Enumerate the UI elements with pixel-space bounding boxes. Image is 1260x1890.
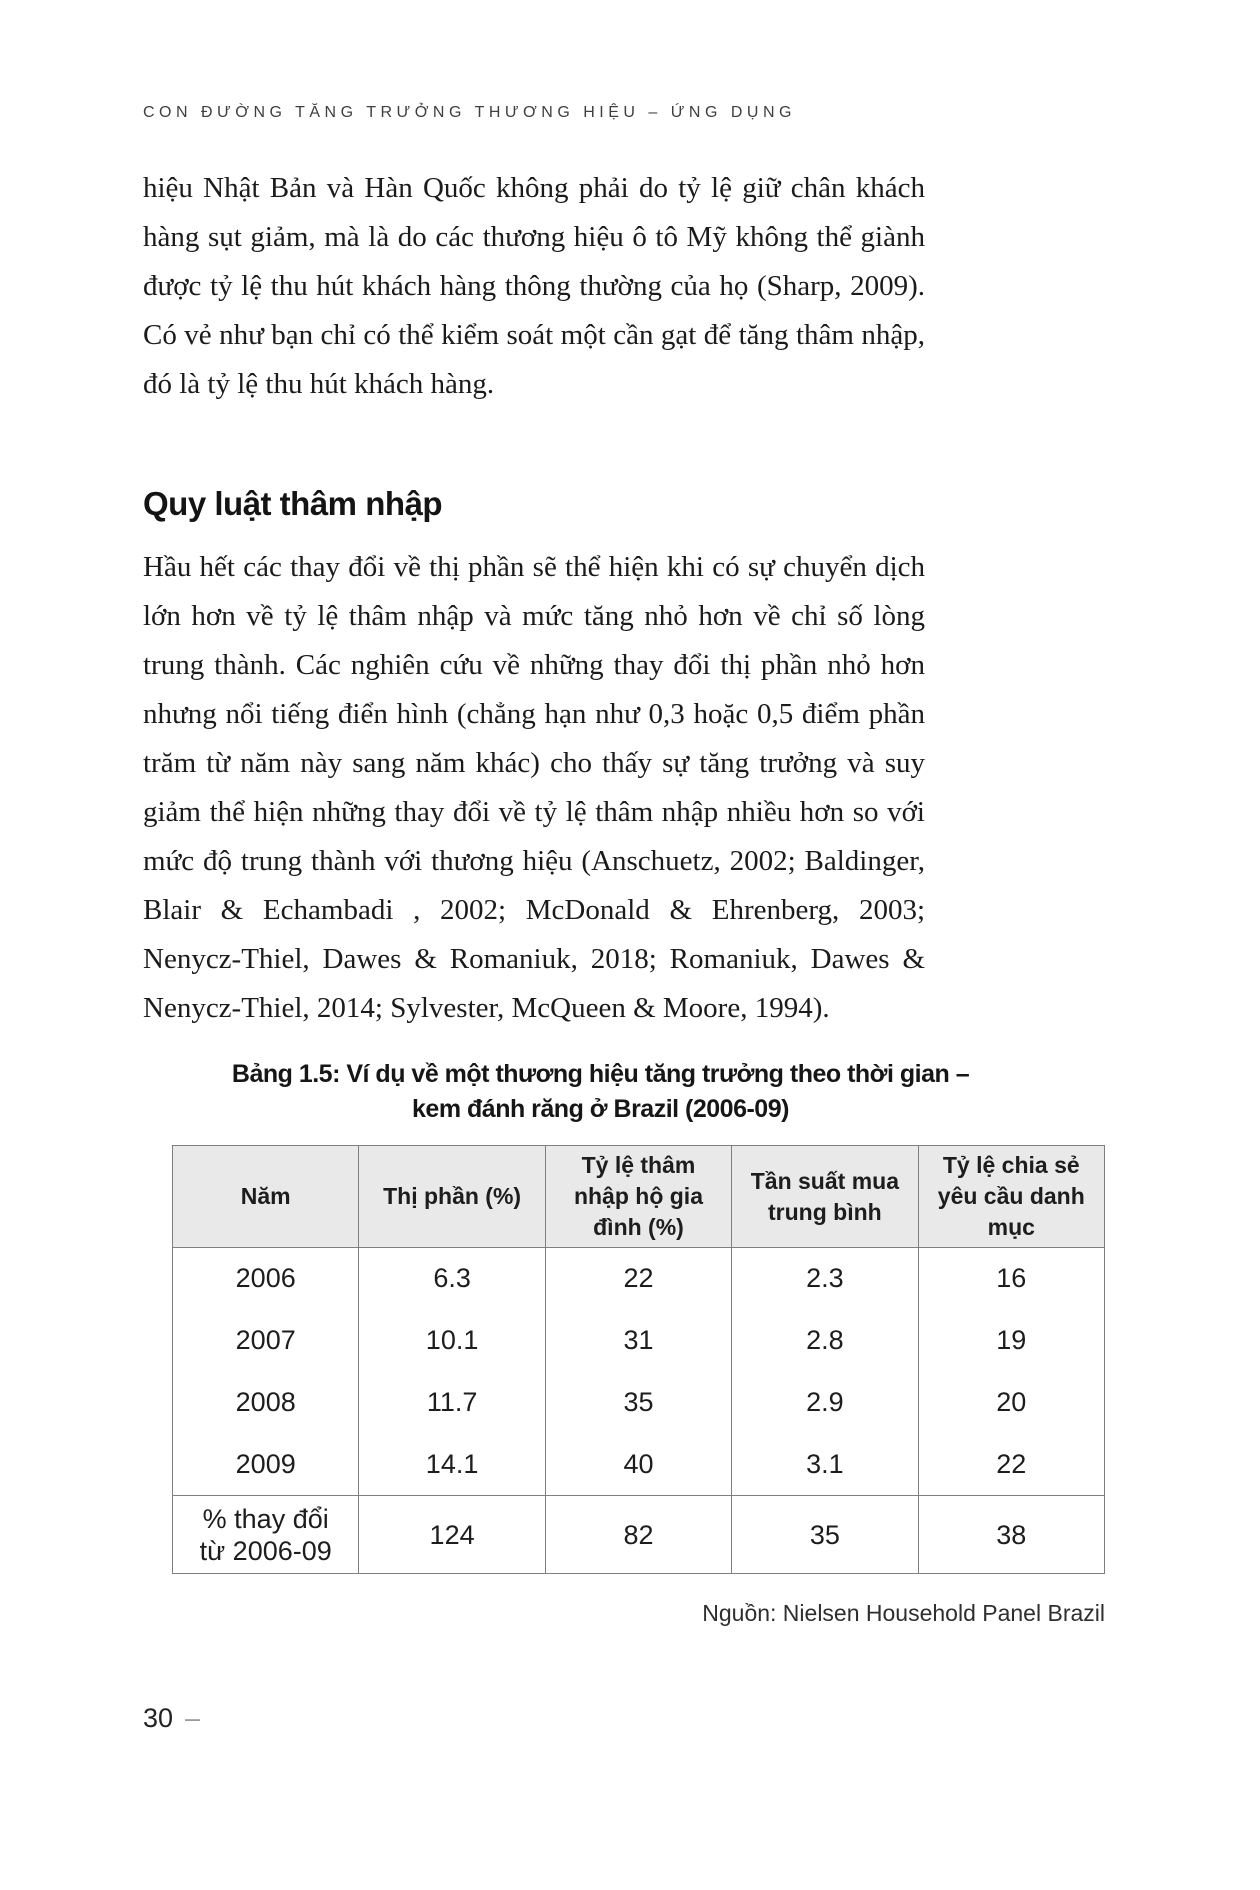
table-header-row <box>173 1146 1105 1248</box>
running-head: CON ĐƯỜNG TĂNG TRƯỞNG THƯƠNG HIỆU – ỨNG DỤNG <box>143 104 796 121</box>
page-footer <box>143 1703 1248 1734</box>
cell-category-share: 16 <box>918 1248 1104 1310</box>
cell-frequency: 2.3 <box>732 1248 918 1310</box>
cell-penetration: 22 <box>545 1248 731 1310</box>
summary-category-share: 38 <box>918 1496 1104 1574</box>
summary-label: % thay đổi từ 2006-09 <box>173 1496 359 1574</box>
cell-penetration: 40 <box>545 1434 731 1496</box>
table-1-5 <box>172 1145 1105 1574</box>
cell-frequency: 2.8 <box>732 1310 918 1372</box>
table-summary-row <box>173 1496 1105 1574</box>
brand-growth-table <box>172 1145 1105 1574</box>
col-header-category-share: Tỷ lệ chia sẻ yêu cầu danh mục <box>918 1146 1104 1248</box>
paragraph-2: Hầu hết các thay đổi về thị phần sẽ thể hiện khi có sự chuyển dịch lớn hơn về tỷ lệ thâm nhập và mức tăng nhỏ hơn về chỉ số lòng trung thành. Các nghiên cứu về những thay đổi thị phần nhỏ hơn nhưng nổi tiếng điển hình (chẳng hạn như 0,3 hoặc 0,5 điểm phần trăm từ năm này sang năm khác) cho thấy sự tăng trưởng và suy giảm thể hiện những thay đổi về tỷ lệ thâm nhập nhiều hơn so với mức độ trung thành với thương hiệu (Anschuetz, 2002; Baldinger, Blair & Echambadi , 2002; McDonald & Ehrenberg, 2003; Nenycz-Thiel, Dawes & Romaniuk, 2018; Romaniuk, Dawes & Nenycz-Thiel, 2014; Sylvester, McQueen & Moore, 1994). <box>143 551 925 1024</box>
paragraph-1: hiệu Nhật Bản và Hàn Quốc không phải do tỷ lệ giữ chân khách hàng sụt giảm, mà là do các thương hiệu ô tô Mỹ không thể giành được tỷ lệ thu hút khách hàng thông thường của họ (Sharp, 2009). Có vẻ như bạn chỉ có thể kiểm soát một cần gạt để tăng thâm nhập, đó là tỷ lệ thu hút khách hàng. <box>143 172 925 400</box>
page-number-dash: – <box>185 1703 201 1733</box>
cell-market-share: 14.1 <box>359 1434 545 1496</box>
table-row <box>173 1372 1105 1434</box>
cell-category-share: 20 <box>918 1372 1104 1434</box>
section-heading: Quy luật thâm nhập <box>143 485 443 522</box>
page-number: 30 <box>143 1703 174 1733</box>
table-row <box>173 1248 1105 1310</box>
col-header-penetration: Tỷ lệ thâm nhập hộ gia đình (%) <box>545 1146 731 1248</box>
col-header-frequency: Tần suất mua trung bình <box>732 1146 918 1248</box>
col-header-market-share: Thị phần (%) <box>359 1146 545 1248</box>
summary-market-share: 124 <box>359 1496 545 1574</box>
cell-year: 2006 <box>173 1248 359 1310</box>
cell-penetration: 31 <box>545 1310 731 1372</box>
table-caption-line2: kem đánh răng ở Brazil (2006-09) <box>412 1095 789 1123</box>
table-row <box>173 1434 1105 1496</box>
cell-category-share: 22 <box>918 1434 1104 1496</box>
cell-year: 2009 <box>173 1434 359 1496</box>
table-caption-line1: Bảng 1.5: Ví dụ về một thương hiệu tăng trưởng theo thời gian – <box>231 1060 970 1088</box>
cell-year: 2008 <box>173 1372 359 1434</box>
summary-penetration: 82 <box>545 1496 731 1574</box>
table-caption <box>143 1057 1058 1127</box>
table-row <box>173 1310 1105 1372</box>
cell-year: 2007 <box>173 1310 359 1372</box>
cell-frequency: 2.9 <box>732 1372 918 1434</box>
cell-market-share: 6.3 <box>359 1248 545 1310</box>
cell-market-share: 11.7 <box>359 1372 545 1434</box>
col-header-year: Năm <box>173 1146 359 1248</box>
summary-frequency: 35 <box>732 1496 918 1574</box>
cell-penetration: 35 <box>545 1372 731 1434</box>
table-source: Nguồn: Nielsen Household Panel Brazil <box>702 1600 1105 1626</box>
cell-category-share: 19 <box>918 1310 1104 1372</box>
cell-frequency: 3.1 <box>732 1434 918 1496</box>
cell-market-share: 10.1 <box>359 1310 545 1372</box>
